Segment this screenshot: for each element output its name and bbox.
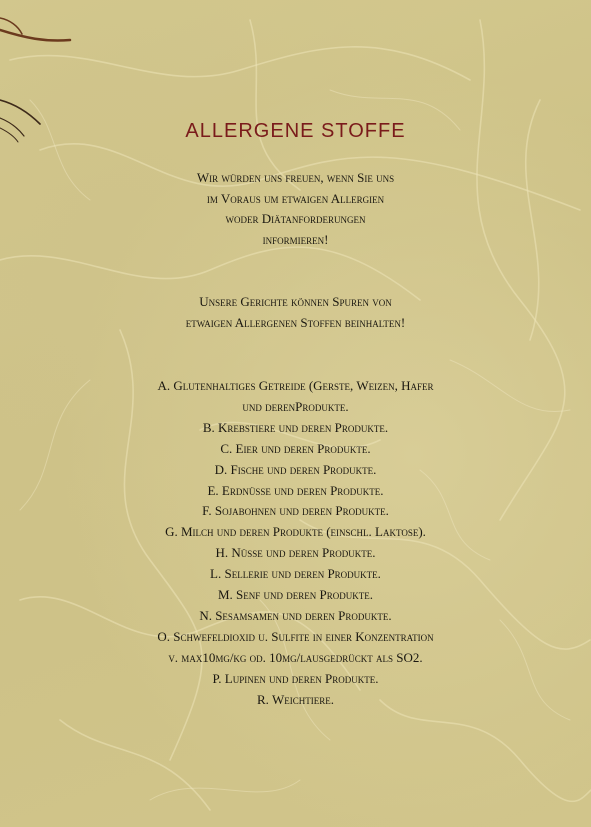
allergen-item: G. Milch und deren Produkte (einschl. Laktose). (165, 524, 426, 540)
intro-line: Wir würden uns freuen, wenn Sie uns (196, 170, 395, 185)
allergen-item: und derenProdukte. (242, 398, 349, 414)
allergen-item: R. Weichtiere. (257, 691, 334, 707)
allergen-item: v. max10mg/kg od. 10mg/lausgedrückt als SO2. (168, 649, 423, 665)
allergen-item: F. Sojabohnen und deren Produkte. (202, 503, 389, 519)
allergen-item: B. Krebstiere und deren Produkte. (202, 419, 389, 435)
note-line: etwaigen Allergenen Stoffen beinhalten! (185, 314, 406, 330)
allergen-item: P. Lupinen und deren Produkte. (212, 670, 379, 686)
traces-note (120, 292, 471, 333)
page-title: ALLERGENE STOFFE (185, 120, 406, 142)
allergen-item: L. Sellerie und deren Produkte. (210, 566, 381, 582)
allergen-item: M. Senf und deren Produkte. (217, 587, 373, 603)
allergen-item: C. Eier und deren Produkte. (220, 440, 371, 456)
allergen-item: D. Fische und deren Produkte. (214, 461, 377, 477)
allergen-item: E. Erdnüsse und deren Produkte. (207, 482, 384, 498)
intro-line: informieren! (262, 231, 329, 247)
note-line: Unsere Gerichte können Spuren von (199, 294, 392, 309)
intro-line: woder Diätanforderungen (225, 211, 366, 226)
intro-paragraph (140, 168, 451, 250)
intro-line: im Voraus um etwaigen Allergien (206, 190, 385, 206)
allergen-item: O. Schwefeldioxid u. Sulfite in einer Konzentration (157, 628, 434, 644)
allergen-item: H. Nüsse und deren Produkte. (215, 545, 376, 561)
allergen-item: A. Glutenhaltiges Getreide (Gerste, Weizen, Hafer (157, 378, 434, 393)
allergen-item: N. Sesamsamen und deren Produkte. (199, 607, 392, 623)
allergen-list (110, 376, 481, 711)
